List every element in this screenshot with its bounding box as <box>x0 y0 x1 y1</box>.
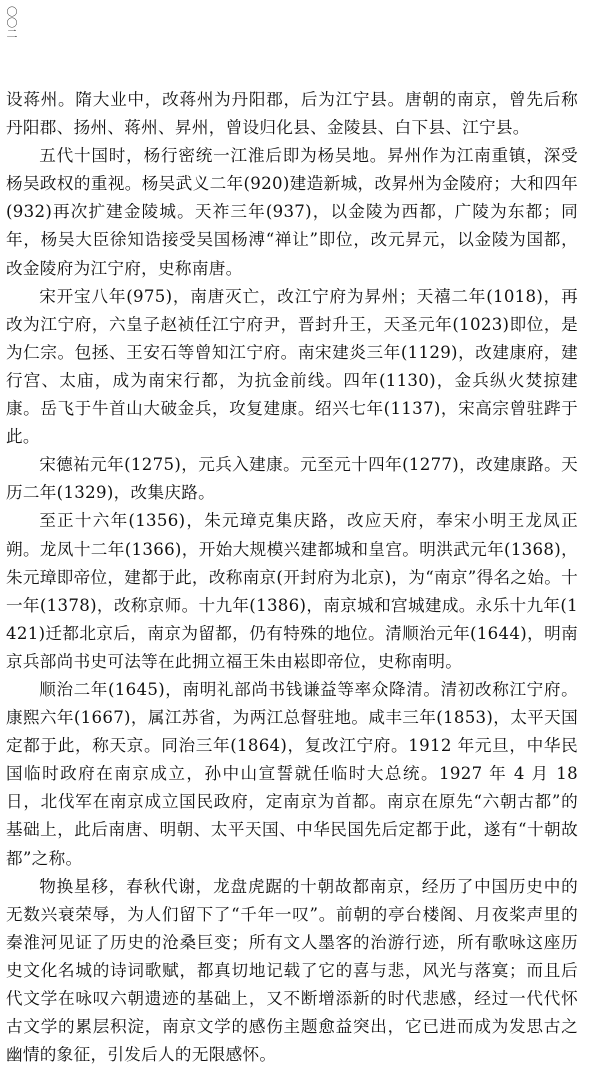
body-text <box>6 86 578 1069</box>
paragraph-4: 宋德祐元年(1275)，元兵入建康。元至元十四年(1277)，改建康路。天历二年(1329)，改集庆路。 <box>6 455 578 503</box>
paragraph-7: 物换星移，春秋代谢，龙盘虎踞的十朝故都南京，经历了中国历史中的无数兴衰荣辱，为人们留下了“千年一叹”。前朝的亭台楼阁、月夜桨声里的秦淮河见证了历史的沧桑巨变；所有文人墨客的治游行迹，所有歌咏这座历史文化名城的诗词歌赋，都真切地记载了它的喜与悲，风光与落寞；而且后代文学在咏叹六朝遗迹的基础上，又不断增添新的时代悲感，经过一代代怀古文学的累层积淀，南京文学的感伤主题愈益突出，它已进而成为发思古之幽情的象征，引发后人的无限感怀。 <box>6 876 578 1065</box>
paragraph-2: 五代十国时，杨行密统一江淮后即为杨吴地。昇州作为江南重镇，深受杨吴政权的重视。杨吴武义二年(920)建造新城，改昇州为金陵府；大和四年(932)再次扩建金陵城。天祚三年(937)，以金陵为西都，广陵为东都；同年，杨吴大臣徐知诰接受吴国杨溥“禅让”即位，改元昇元，以金陵为国都，改金陵府为江宁府，史称南唐。 <box>6 146 578 278</box>
paragraph-3: 宋开宝八年(975)，南唐灭亡，改江宁府为昇州；天禧二年(1018)，再改为江宁府，六皇子赵祯任江宁府尹，晋封升王，天圣元年(1023)即位，是为仁宗。包拯、王安石等曾知江宁府。南宋建炎三年(1129)，改建康府，建行宫、太庙，成为南宋行都，为抗金前线。四年(1130)，金兵纵火焚掠建康。岳飞于牛首山大破金兵，攻复建康。绍兴七年(1137)，宋高宗曾驻跸于此。 <box>6 286 578 447</box>
paragraph-1: 设蒋州。隋大业中，改蒋州为丹阳郡，后为江宁县。唐朝的南京，曾先后称丹阳郡、扬州、蒋州、昇州，曾设归化县、金陵县、白下县、江宁县。 <box>6 90 578 138</box>
page-number: 〇〇二 <box>5 6 18 39</box>
paragraph-6: 顺治二年(1645)，南明礼部尚书钱谦益等率众降清。清初改称江宁府。康熙六年(1667)，属江苏省，为两江总督驻地。咸丰三年(1853)，太平天国定都于此，称天京。同治三年(1864)，复改江宁府。1912 年元旦，中华民国临时政府在南京成立，孙中山宣誓就任临时大总统。1927 年 4 月 18 日，北伐军在南京成立国民政府，定南京为首都。南京在原先“六朝古都”的基础上，此后南唐、明朝、太平天国、中华民国先后定都于此，遂有“十朝故都”之称。 <box>6 679 578 868</box>
paragraph-5: 至正十六年(1356)，朱元璋克集庆路，改应天府，奉宋小明王龙凤正朔。龙凤十二年(1366)，开始大规模兴建都城和皇宫。明洪武元年(1368)，朱元璋即帝位，建都于此，改称南京(开封府为北京)，为“南京”得名之始。十一年(1378)，改称京师。十九年(1386)，南京城和宫城建成。永乐十九年(1421)迁都北京后，南京为留都，仍有特殊的地位。清顺治元年(1644)，明南京兵部尚书史可法等在此拥立福王朱由崧即帝位，史称南明。 <box>6 511 578 671</box>
